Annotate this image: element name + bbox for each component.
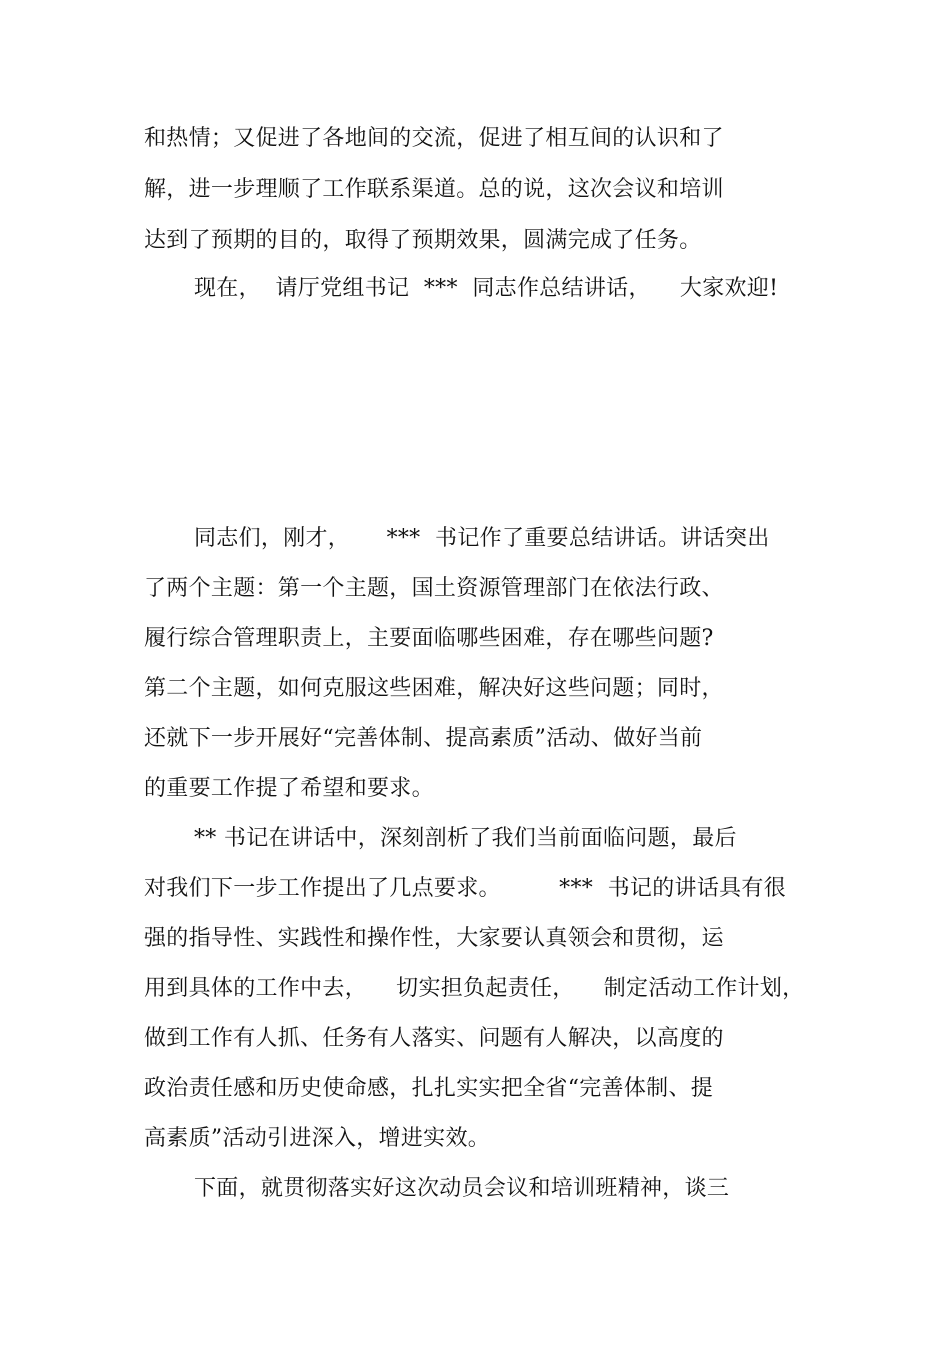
text-line: 现在， 请厅党组书记 *** 同志作总结讲话， 大家欢迎! <box>194 276 779 301</box>
text-line: 对我们下一步工作提出了几点要求。 *** 书记的讲话具有很 <box>144 876 787 901</box>
text-line: 用到具体的工作中去， 切实担负起责任， 制定活动工作计划， <box>144 976 805 1001</box>
text-line: 了两个主题：第一个主题，国土资源管理部门在依法行政、 <box>144 576 724 601</box>
text-line: ** 书记在讲话中，深刻剖析了我们当前面临问题，最后 <box>194 826 737 851</box>
text-line: 解，进一步理顺了工作联系渠道。总的说，这次会议和培训 <box>144 177 724 202</box>
text-line: 同志们，刚才， *** 书记作了重要总结讲话。讲话突出 <box>194 526 770 551</box>
text-line: 和热情；又促进了各地间的交流，促进了相互间的认识和了 <box>144 126 724 151</box>
text-line: 的重要工作提了希望和要求。 <box>144 776 434 801</box>
text-line: 第二个主题，如何克服这些困难，解决好这些问题；同时， <box>144 676 724 701</box>
text-line: 强的指导性、实践性和操作性，大家要认真领会和贯彻，运 <box>144 926 724 951</box>
text-line: 达到了预期的目的，取得了预期效果，圆满完成了任务。 <box>144 228 702 253</box>
text-line: 履行综合管理职责上，主要面临哪些困难，存在哪些问题? <box>144 626 714 651</box>
text-line: 下面，就贯彻落实好这次动员会议和培训班精神，谈三 <box>194 1176 730 1201</box>
text-line: 政治责任感和历史使命感，扎扎实实把全省“完善体制、提 <box>144 1076 714 1101</box>
text-line: 做到工作有人抓、任务有人落实、问题有人解决，以高度的 <box>144 1026 724 1051</box>
text-line: 还就下一步开展好“完善体制、提高素质”活动、做好当前 <box>144 726 703 751</box>
text-line: 高素质”活动引进深入，增进实效。 <box>144 1126 491 1151</box>
